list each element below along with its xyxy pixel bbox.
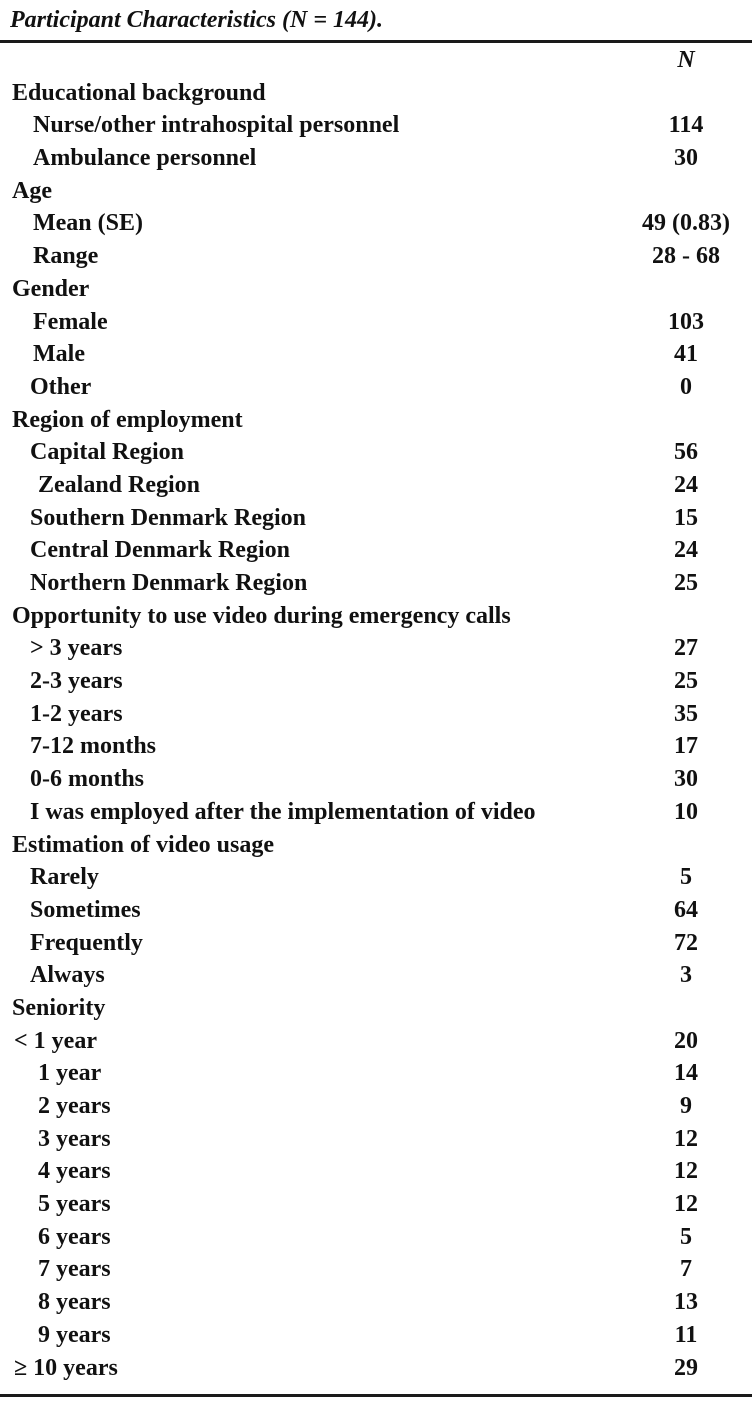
table-row [0, 1122, 752, 1155]
row-value: 5 [680, 1223, 692, 1250]
row-label: 9 years [38, 1321, 111, 1348]
table-row [0, 468, 752, 501]
table-row [0, 566, 752, 599]
row-value: 56 [674, 439, 698, 466]
bottom-rule [0, 1394, 752, 1397]
row-label: Zealand Region [38, 471, 201, 498]
row-value: 114 [668, 112, 704, 139]
table-row [0, 860, 752, 893]
row-label: I was employed after the implementation of video [30, 798, 536, 825]
table-row [0, 729, 752, 762]
row-value: 15 [674, 504, 698, 531]
row-value: 20 [674, 1027, 698, 1054]
row-value: 41 [674, 341, 698, 368]
row-value: 25 [674, 570, 698, 596]
row-value: 7 [680, 1256, 692, 1283]
table-header-row [0, 43, 752, 76]
row-label: 4 years [38, 1158, 111, 1185]
row-value: 24 [674, 537, 698, 564]
row-value: 3 [680, 962, 692, 989]
table-row [0, 1089, 752, 1122]
table-row [0, 1220, 752, 1253]
row-value: 29 [674, 1354, 698, 1381]
table-row [0, 795, 752, 828]
row-value: 11 [674, 1321, 698, 1348]
row-label: Sometimes [30, 896, 141, 923]
row-label: 2 years [38, 1093, 111, 1119]
row-value: 30 [674, 766, 698, 793]
table-row [0, 1252, 752, 1285]
row-label: 6 years [38, 1223, 111, 1250]
table-row [0, 1351, 752, 1384]
table-row [0, 1318, 752, 1351]
section-heading [0, 76, 752, 109]
row-value: 10 [674, 798, 698, 825]
row-value: 72 [674, 929, 698, 956]
section-heading [0, 991, 752, 1024]
row-value: 12 [674, 1191, 698, 1218]
table-caption: Participant Characteristics (N = 144). [10, 7, 384, 33]
row-label: 7 years [38, 1256, 111, 1283]
section-title: Estimation of video usage [12, 831, 275, 858]
row-label: Female [33, 308, 108, 335]
row-value: 0 [680, 373, 692, 400]
section-title: Age [12, 177, 52, 204]
row-label: 1-2 years [30, 700, 123, 727]
table-row [0, 1056, 752, 1089]
table-row [0, 337, 752, 370]
table-row [0, 958, 752, 991]
row-label: 7-12 months [30, 733, 157, 760]
row-label: Nurse/other intrahospital personnel [33, 112, 400, 139]
row-label: < 1 year [14, 1027, 97, 1054]
table-row [0, 664, 752, 697]
row-value: 14 [674, 1060, 698, 1087]
section-heading [0, 828, 752, 861]
row-label: 8 years [38, 1289, 111, 1316]
section-heading [0, 403, 752, 436]
row-label: Central Denmark Region [30, 537, 290, 564]
table-row [0, 533, 752, 566]
column-header-n: N [677, 47, 695, 73]
row-label: ≥ 10 years [14, 1354, 118, 1381]
row-label: 0-6 months [30, 766, 145, 793]
table-row [0, 1285, 752, 1318]
row-label: Other [30, 373, 92, 400]
row-value: 9 [680, 1093, 692, 1119]
row-label: Southern Denmark Region [30, 504, 307, 531]
row-label: Rarely [30, 864, 99, 891]
row-label: Frequently [30, 929, 143, 956]
table-row [0, 762, 752, 795]
row-label: 2-3 years [30, 668, 123, 695]
table-row [0, 206, 752, 239]
row-value: 28 - 68 [652, 243, 720, 270]
table-row [0, 893, 752, 926]
row-value: 64 [674, 896, 698, 923]
row-value: 35 [674, 700, 698, 727]
row-value: 49 (0.83) [642, 210, 730, 237]
row-label: Male [33, 341, 85, 368]
table-row [0, 1187, 752, 1220]
table-row [0, 141, 752, 174]
row-value: 25 [674, 668, 698, 695]
section-title: Region of employment [12, 406, 243, 433]
row-label: 5 years [38, 1191, 111, 1218]
table-row [0, 697, 752, 730]
table-row [0, 1154, 752, 1187]
table-row [0, 1024, 752, 1057]
section-heading [0, 599, 752, 632]
row-value: 12 [674, 1125, 698, 1152]
table-row [0, 435, 752, 468]
row-label: Capital Region [30, 439, 185, 466]
row-value: 17 [674, 733, 698, 760]
table-row [0, 108, 752, 141]
row-value: 27 [674, 635, 698, 662]
row-label: Always [30, 962, 105, 989]
row-value: 24 [674, 471, 698, 498]
row-value: 13 [674, 1289, 698, 1316]
section-heading [0, 174, 752, 207]
row-label: Mean (SE) [33, 210, 143, 237]
table-row [0, 501, 752, 534]
section-heading [0, 272, 752, 305]
participant-table [0, 43, 752, 1383]
section-title: Gender [12, 275, 90, 302]
row-label: Range [33, 243, 99, 270]
row-label: Northern Denmark Region [30, 570, 308, 596]
section-title: Seniority [12, 994, 106, 1021]
section-title: Educational background [12, 79, 266, 106]
table-row [0, 305, 752, 338]
table-row [0, 370, 752, 403]
row-label: 1 year [38, 1060, 102, 1087]
row-value: 30 [674, 145, 698, 172]
row-value: 5 [680, 864, 692, 891]
table-row [0, 926, 752, 959]
row-label: > 3 years [30, 635, 123, 662]
row-value: 12 [674, 1158, 698, 1185]
table-row [0, 631, 752, 664]
section-title: Opportunity to use video during emergency calls [12, 602, 511, 629]
row-value: 103 [668, 308, 704, 335]
row-label: Ambulance personnel [33, 145, 257, 172]
table-row [0, 239, 752, 272]
row-label: 3 years [38, 1125, 111, 1152]
